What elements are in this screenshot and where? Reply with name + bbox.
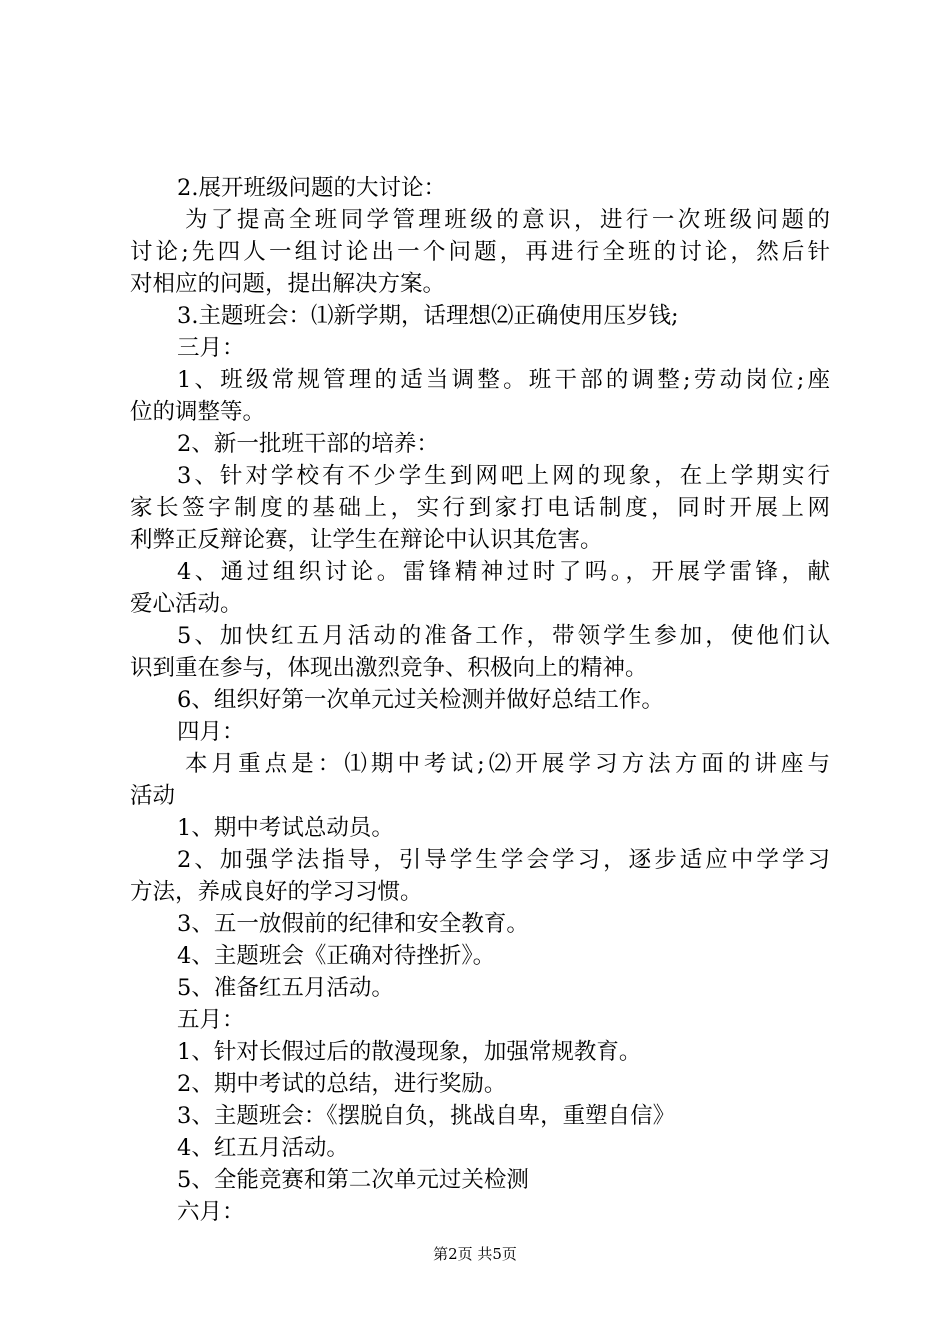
text-line: 位的调整等。 <box>130 399 266 425</box>
text-line: 3.主题班会：⑴新学期，话理想⑵正确使用压岁钱; <box>177 303 679 329</box>
text-line: 1、针对长假过后的散漫现象，加强常规教育。 <box>177 1039 642 1065</box>
page-footer: 第2页 共5页 <box>433 1245 517 1263</box>
text-line: 对相应的问题，提出解决方案。 <box>130 271 446 297</box>
text-line: 5、准备红五月活动。 <box>177 975 394 1001</box>
text-line: 2、新一批班干部的培养： <box>177 431 439 457</box>
text-line: 四月： <box>177 719 245 745</box>
text-line: 3、五一放假前的纪律和安全教育。 <box>177 911 529 937</box>
text-line: 5、全能竞赛和第二次单元过关检测 <box>177 1167 529 1193</box>
text-line: 本月重点是：⑴期中考试;⑵开展学习方法方面的讲座与 <box>185 751 830 777</box>
text-line: 活动 <box>130 783 176 809</box>
text-line: 识到重在参与，体现出激烈竞争、积极向上的精神。 <box>130 655 648 681</box>
text-line: 利弊正反辩论赛，让学生在辩论中认识其危害。 <box>130 527 603 553</box>
text-line: 爱心活动。 <box>130 591 243 617</box>
text-line: 4、通过组织讨论。雷锋精神过时了吗。，开展学雷锋，献 <box>177 559 830 585</box>
text-line: 2、加强学法指导，引导学生学会学习，逐步适应中学学习 <box>177 847 830 873</box>
text-line: 五月： <box>177 1007 245 1033</box>
text-line: 3、主题班会：《摆脱自负，挑战自卑，重塑自信》 <box>177 1103 676 1129</box>
text-line: 家长签字制度的基础上，实行到家打电话制度，同时开展上网 <box>130 495 830 521</box>
text-line: 方法，养成良好的学习习惯。 <box>130 879 423 905</box>
text-line: 3、针对学校有不少学生到网吧上网的现象，在上学期实行 <box>177 463 830 489</box>
text-line: 6、组织好第一次单元过关检测并做好总结工作。 <box>177 687 664 713</box>
text-line: 1、班级常规管理的适当调整。班干部的调整;劳动岗位;座 <box>177 367 830 393</box>
text-line: 1、期中考试总动员。 <box>177 815 394 841</box>
text-line: 六月： <box>177 1199 245 1225</box>
document-body <box>130 172 830 1228</box>
text-line: 为了提高全班同学管理班级的意识，进行一次班级问题的 <box>185 207 830 233</box>
text-line: 2、期中考试的总结，进行奖励。 <box>177 1071 507 1097</box>
text-line: 2.展开班级问题的大讨论： <box>177 175 446 201</box>
text-line: 三月： <box>177 335 245 361</box>
text-line: 讨论;先四人一组讨论出一个问题，再进行全班的讨论，然后针 <box>130 239 830 265</box>
text-line: 4、红五月活动。 <box>177 1135 349 1161</box>
text-line: 5、加快红五月活动的准备工作，带领学生参加，使他们认 <box>177 623 830 649</box>
text-line: 4、主题班会《正确对待挫折》。 <box>177 943 496 969</box>
